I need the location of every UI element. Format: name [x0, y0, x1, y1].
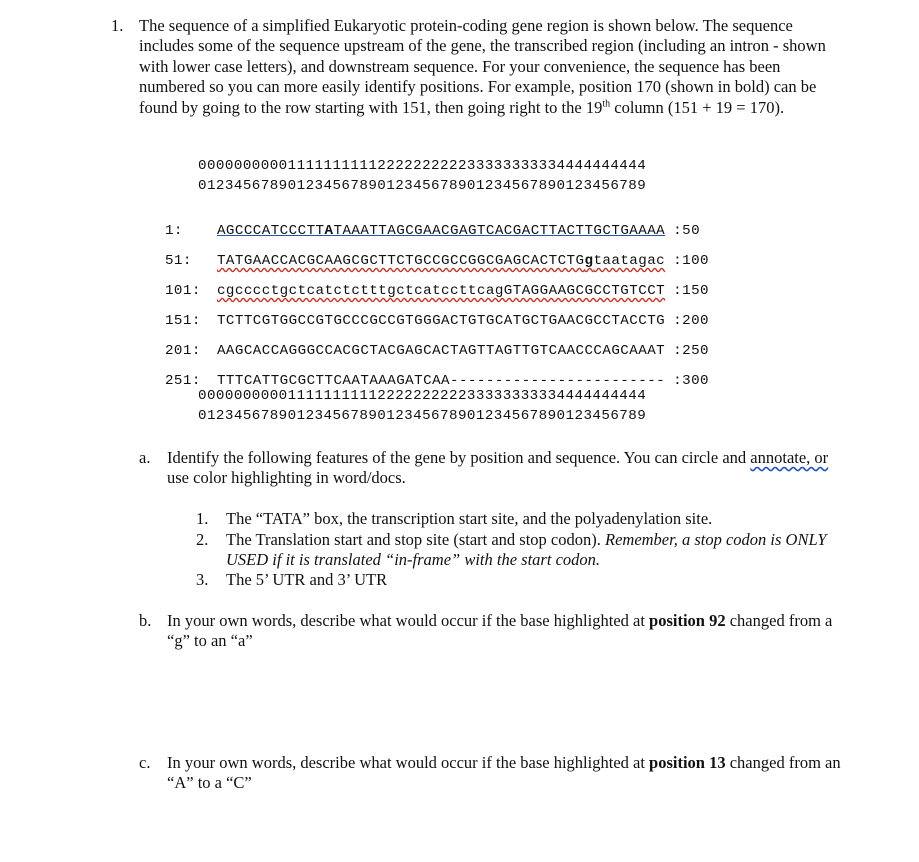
part-a-text	[167, 448, 847, 489]
intro-superscript: th	[602, 98, 611, 110]
sequence-row	[147, 267, 709, 299]
seq-part: TATGAACCACGCAAGCGCTTCTGCCGCCGGCGAGCACTCTG	[216, 253, 585, 269]
row-end: :300	[673, 373, 709, 389]
row-start: 251:	[164, 373, 201, 389]
question-intro	[139, 16, 839, 118]
part-c-text	[167, 753, 847, 794]
seq-part: AGCCCATCCCTT	[216, 223, 325, 239]
part-a-text-start: Identify the following features of the gene by position and sequence. You can circle and	[167, 448, 751, 467]
row-sequence: AAGCACCAGGGCCACGCTACGAGCACTAGTTAGTTGTCAACCCAGCAAAT	[216, 343, 666, 359]
item-text: The “TATA” box, the transcription start site, and the polyadenylation site.	[226, 509, 713, 528]
row-sequence: TCTTCGTGGCCGTGCCCGCCGTGGGACTGTGCATGCTGAACGCCTACCTG	[216, 313, 666, 329]
part-c-text-start: In your own words, describe what would occur if the base highlighted at	[167, 753, 650, 772]
row-end: :50	[673, 223, 701, 239]
part-b-label: b.	[139, 611, 152, 630]
item-number: 2.	[196, 530, 209, 549]
sequence-row	[147, 297, 709, 329]
part-b-text-start: In your own words, describe what would occur if the base highlighted at	[167, 611, 650, 630]
row-end: :150	[673, 283, 709, 299]
row-start: 101:	[164, 283, 201, 299]
part-a-label: a.	[139, 448, 151, 467]
part-c-label: c.	[139, 753, 151, 772]
part-b-text-end: changed from a “g” to an “a”	[167, 611, 833, 651]
part-c-text-end: changed from an “A” to a “C”	[167, 753, 841, 793]
row-sequence: cgcccctgctcatctctttgctcatccttcagGTAGGAAGCGCCTGTCCT	[216, 283, 666, 299]
ruler-tens-top: 00000000001111111111222222222233333333334444444444	[198, 158, 647, 174]
row-start: 1:	[164, 223, 183, 239]
row-end: :200	[673, 313, 709, 329]
part-c-position: position 13	[649, 753, 726, 772]
ruler-ones-bottom: 01234567890123456789012345678901234567890123456789	[198, 408, 647, 424]
seq-part: taatagac	[593, 253, 666, 269]
question-number: 1.	[111, 16, 124, 35]
sequence-row	[147, 237, 710, 269]
part-b-text	[167, 611, 847, 652]
ruler-ones-top: 01234567890123456789012345678901234567890123456789	[198, 178, 647, 194]
item-text-plain: The Translation start and stop site (start and stop codon).	[226, 530, 605, 549]
item-text: The 5’ UTR and 3’ UTR	[226, 570, 388, 589]
row-sequence: TTTCATTGCGCTTCAATAAAGATCAA------------------------	[216, 373, 666, 389]
item-text-italic: Remember, a stop codon is ONLY USED if it is translated “in-frame” with the start codon.	[226, 530, 827, 570]
item-text	[226, 530, 836, 571]
part-b-position: position 92	[649, 611, 726, 630]
item-number: 3.	[196, 570, 209, 589]
sequence-row	[147, 357, 709, 389]
row-start: 51:	[164, 253, 192, 269]
intro-text: The sequence of a simplified Eukaryotic protein-coding gene region is shown below. The sequence includes some of the sequence upstream of the gene, the transcribed region (including an intron - shown with lower case letters), and downstream sequence. For your convenience, the sequence has been numbered so you can more easily identify positions. For example, position 170 (shown in bold) can be found by going to the row starting with 151, then going right to the 19	[139, 16, 826, 117]
item-number: 1.	[196, 509, 209, 528]
annotate-phrase: annotate, or	[750, 448, 829, 467]
highlighted-base-92: g	[584, 253, 594, 269]
row-end: :250	[673, 343, 709, 359]
highlighted-base-13: A	[324, 223, 334, 239]
row-end: :100	[673, 253, 710, 269]
intro-text-end: column (151 + 19 = 170).	[610, 97, 785, 117]
part-a-text-end: use color highlighting in word/docs.	[167, 468, 406, 488]
sequence-row	[147, 207, 701, 239]
ruler-tens-bottom: 00000000001111111111222222222233333333334444444444	[198, 388, 647, 404]
row-start: 201:	[164, 343, 201, 359]
row-start: 151:	[164, 313, 201, 329]
seq-part: TAAATTAGCGAACGAGTCACGACTTACTTGCTGAAAA	[333, 223, 666, 239]
sequence-row	[147, 327, 709, 359]
